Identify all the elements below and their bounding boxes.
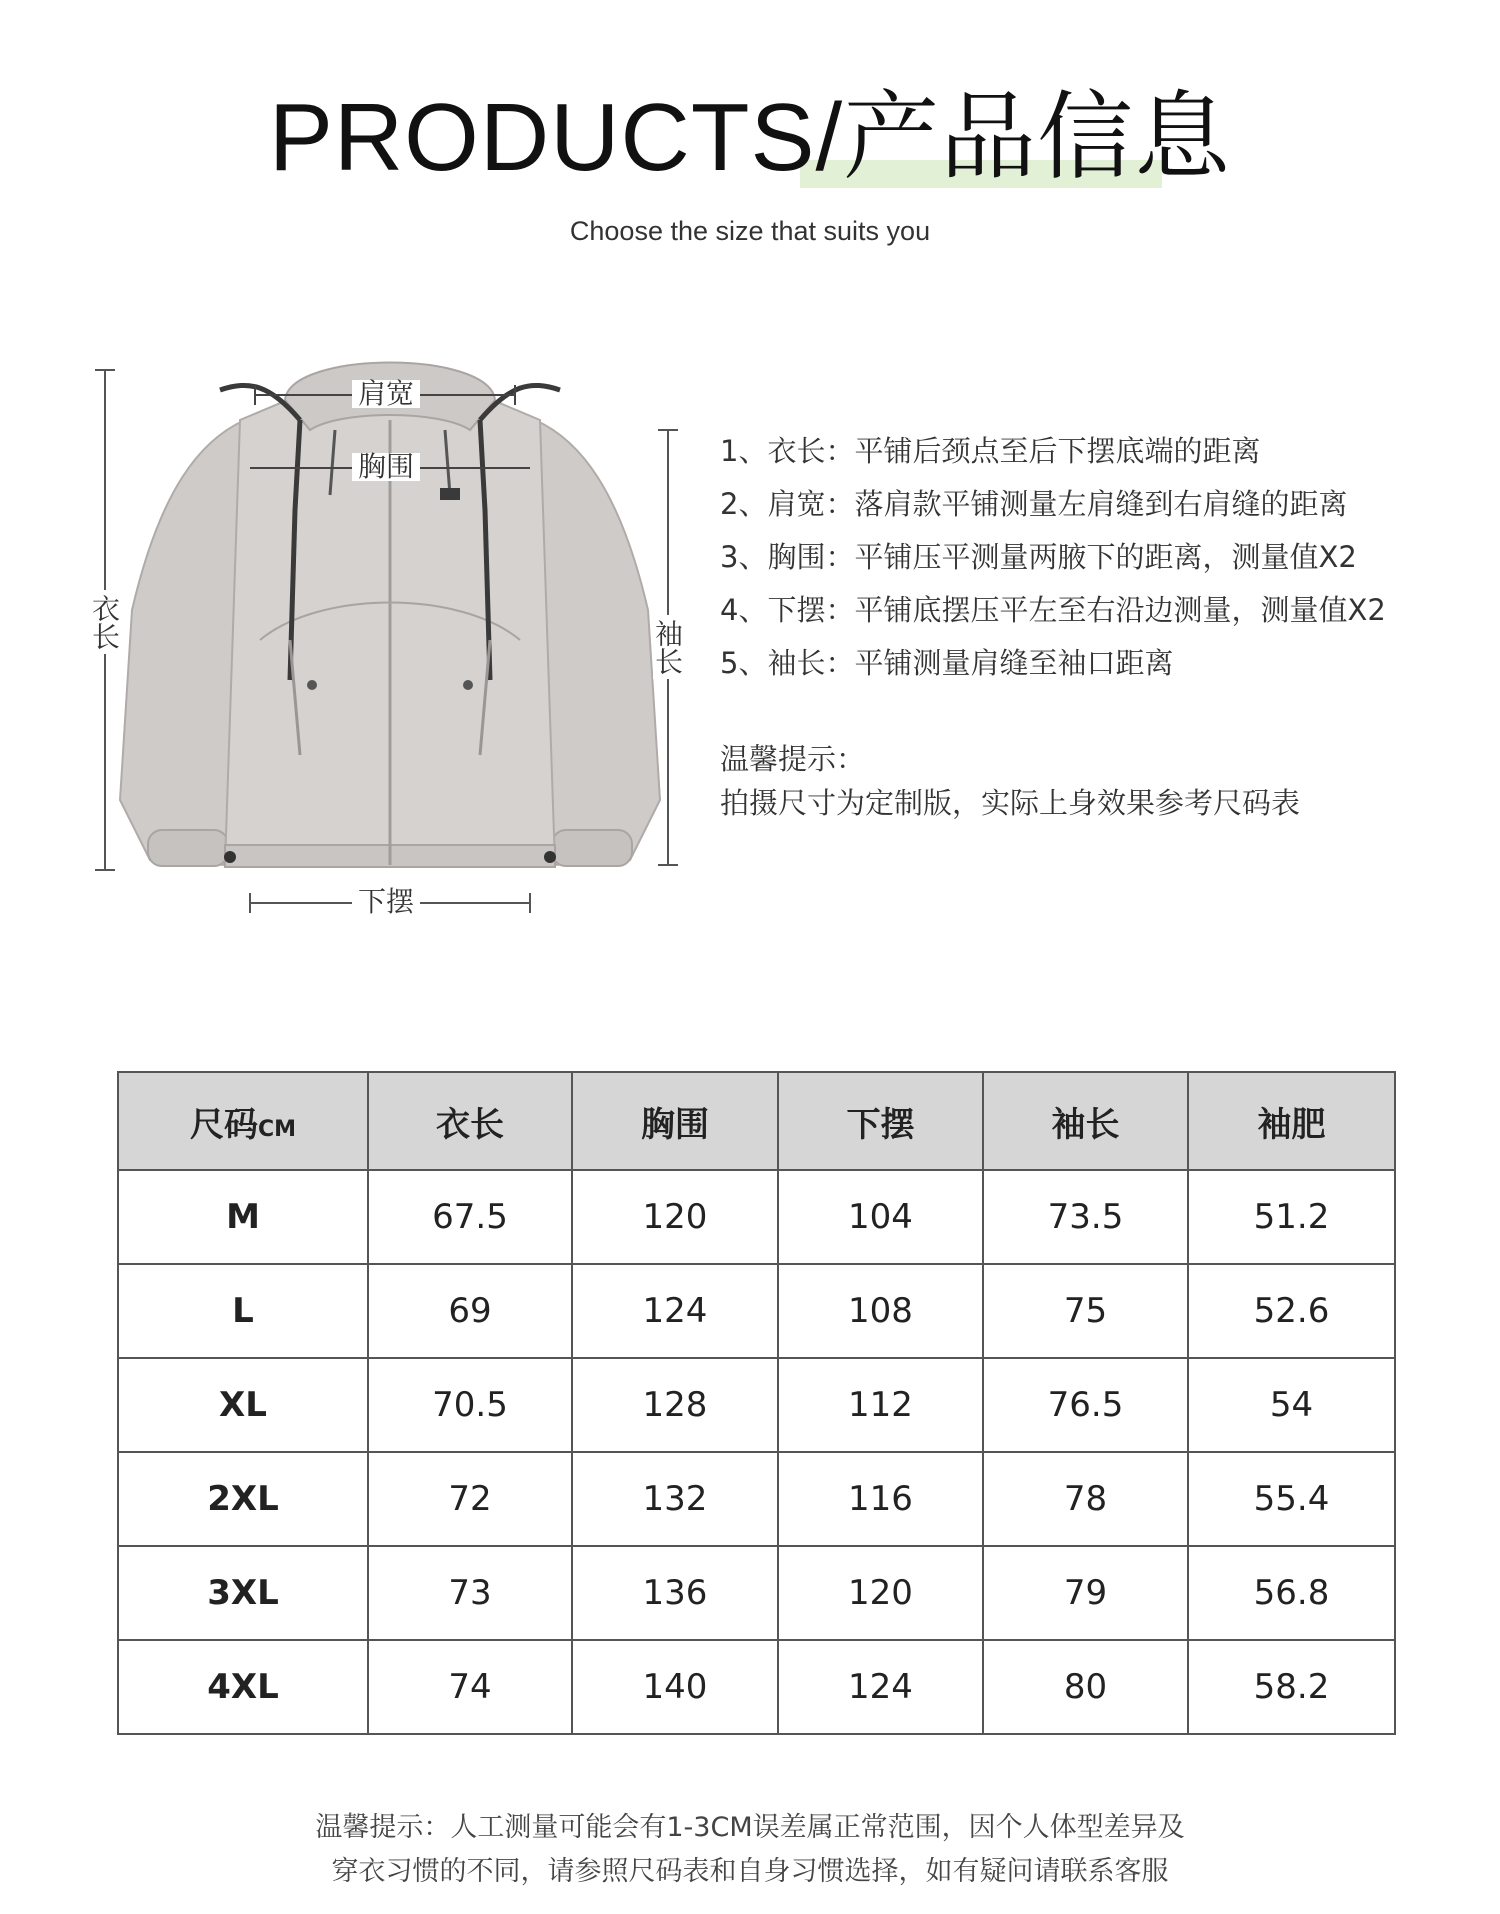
- value-cell: 73.5: [983, 1170, 1188, 1264]
- value-cell: 80: [983, 1640, 1188, 1734]
- note-chest: 3、胸围：平铺压平测量两腋下的距离，测量值X2: [720, 540, 1357, 574]
- sleeve-label: 袖长: [653, 615, 681, 679]
- value-cell: 52.6: [1188, 1264, 1395, 1358]
- jacket-shape: [120, 363, 660, 868]
- value-cell: 56.8: [1188, 1546, 1395, 1640]
- value-cell: 132: [572, 1452, 778, 1546]
- size-cell: XL: [118, 1358, 368, 1452]
- header-chest: 胸围: [572, 1072, 778, 1170]
- measurement-notes: [720, 425, 1480, 690]
- header-hem: 下摆: [778, 1072, 983, 1170]
- size-cell: 4XL: [118, 1640, 368, 1734]
- note-shoulder: 2、肩宽：落肩款平铺测量左肩缝到右肩缝的距离: [720, 487, 1348, 521]
- chest-label: 胸围: [352, 453, 420, 481]
- value-cell: 120: [572, 1170, 778, 1264]
- value-cell: 124: [778, 1640, 983, 1734]
- value-cell: 76.5: [983, 1358, 1188, 1452]
- header-length: 衣长: [368, 1072, 572, 1170]
- photo-tip: [720, 737, 1480, 825]
- tip-text: 拍摄尺寸为定制版，实际上身效果参考尺码表: [720, 786, 1301, 820]
- value-cell: 140: [572, 1640, 778, 1734]
- table-header-row: [118, 1072, 1395, 1170]
- hem-label: 下摆: [352, 888, 420, 916]
- value-cell: 58.2: [1188, 1640, 1395, 1734]
- footer-line: 穿衣习惯的不同，请参照尺码表和自身习惯选择，如有疑问请联系客服: [331, 1856, 1169, 1887]
- header-sleeve: 袖长: [983, 1072, 1188, 1170]
- footer-line: 温馨提示：人工测量可能会有1-3CM误差属正常范围，因个人体型差异及: [315, 1812, 1185, 1843]
- value-cell: 51.2: [1188, 1170, 1395, 1264]
- value-cell: 104: [778, 1170, 983, 1264]
- jacket-illustration: [90, 360, 690, 920]
- value-cell: 79: [983, 1546, 1188, 1640]
- table-row: [118, 1170, 1395, 1264]
- page-title: PRODUCTS/产品信息: [268, 84, 1232, 191]
- page-subtitle: Choose the size that suits you: [569, 216, 931, 246]
- value-cell: 120: [778, 1546, 983, 1640]
- value-cell: 112: [778, 1358, 983, 1452]
- table-row: [118, 1546, 1395, 1640]
- size-cell: 2XL: [118, 1452, 368, 1546]
- value-cell: 72: [368, 1452, 572, 1546]
- value-cell: 70.5: [368, 1358, 572, 1452]
- size-cell: L: [118, 1264, 368, 1358]
- footer-note: [0, 1806, 1500, 1894]
- value-cell: 108: [778, 1264, 983, 1358]
- note-sleeve: 5、袖长：平铺测量肩缝至袖口距离: [720, 646, 1174, 680]
- size-cell: M: [118, 1170, 368, 1264]
- value-cell: 74: [368, 1640, 572, 1734]
- header-unit: CM: [257, 1116, 297, 1142]
- value-cell: 55.4: [1188, 1452, 1395, 1546]
- shoulder-label: 肩宽: [352, 380, 420, 408]
- jacket-measurement-figure: [90, 360, 690, 920]
- table-row: [118, 1358, 1395, 1452]
- tip-title: 温馨提示：: [720, 742, 866, 776]
- value-cell: 136: [572, 1546, 778, 1640]
- table-row: [118, 1640, 1395, 1734]
- value-cell: 67.5: [368, 1170, 572, 1264]
- value-cell: 128: [572, 1358, 778, 1452]
- value-cell: 69: [368, 1264, 572, 1358]
- value-cell: 116: [778, 1452, 983, 1546]
- header: [0, 84, 1500, 191]
- table-row: [118, 1452, 1395, 1546]
- length-label: 衣长: [90, 590, 118, 654]
- size-cell: 3XL: [118, 1546, 368, 1640]
- value-cell: 54: [1188, 1358, 1395, 1452]
- value-cell: 73: [368, 1546, 572, 1640]
- value-cell: 78: [983, 1452, 1188, 1546]
- value-cell: 75: [983, 1264, 1188, 1358]
- size-table: [117, 1071, 1396, 1735]
- table-row: [118, 1264, 1395, 1358]
- value-cell: 124: [572, 1264, 778, 1358]
- note-hem: 4、下摆：平铺底摆压平左至右沿边测量，测量值X2: [720, 593, 1386, 627]
- header-size: 尺码CM: [118, 1072, 368, 1170]
- header-sleeve-width: 袖肥: [1188, 1072, 1395, 1170]
- note-length: 1、衣长：平铺后颈点至后下摆底端的距离: [720, 434, 1261, 468]
